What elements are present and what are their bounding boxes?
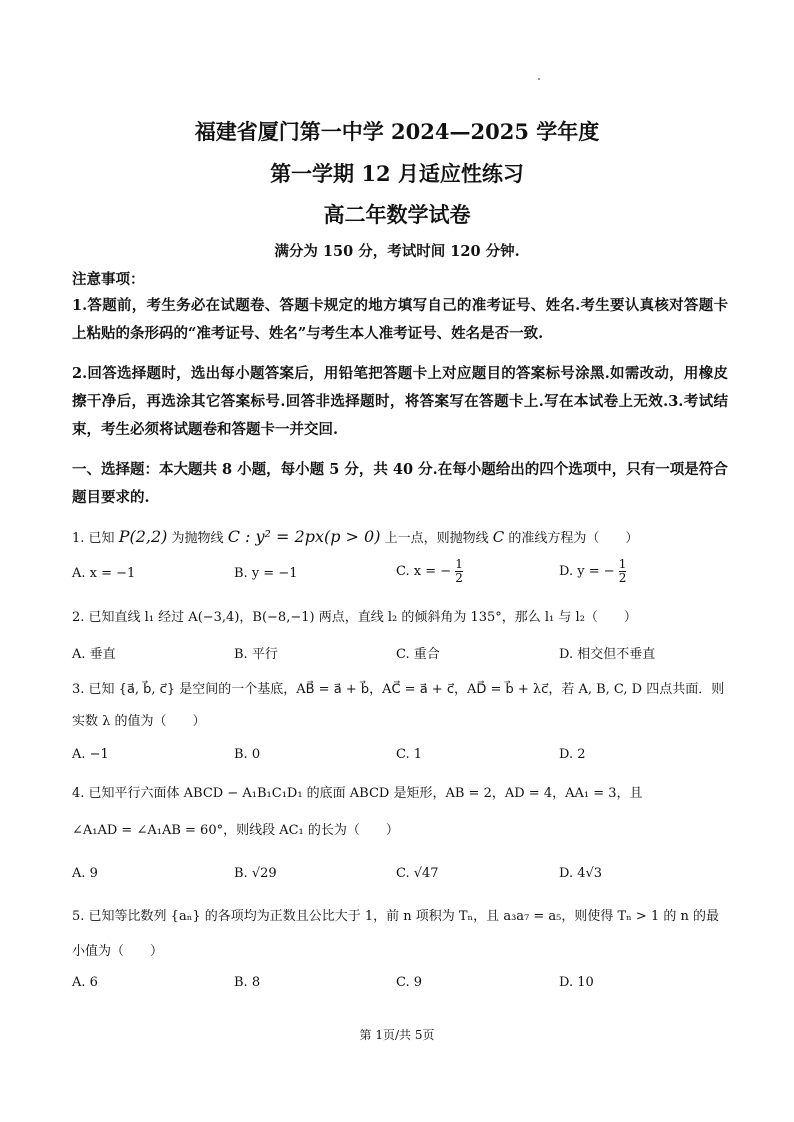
- q3-options: [72, 747, 732, 771]
- question-5-line-1: 5. 已知等比数列 {aₙ} 的各项均为正数且公比大于 1，前 n 项积为 Tₙ，且 a₃a₇ = a₅，则使得 Tₙ > 1 的 n 的最: [72, 909, 719, 924]
- q5-options: [72, 975, 732, 999]
- q1-option-b[interactable]: B. y = −1: [234, 566, 298, 581]
- q1-mid1: 为抛物线: [171, 531, 224, 546]
- q1-option-d[interactable]: [559, 558, 626, 585]
- question-3-line-1: 3. 已知 {a⃗, b⃗, c⃗} 是空间的一个基底，AB⃗ = a⃗ + b⃗，AC⃗ = a⃗ + c⃗，AD⃗ = b⃗ + λc⃗，若 A, B, C, D 四点共面．则: [72, 682, 725, 697]
- q1-option-d-label: D. y = −: [559, 564, 615, 579]
- question-1: [72, 524, 732, 552]
- q1-pre: 1. 已知: [72, 531, 115, 546]
- question-3-line-2: 实数 λ 的值为（ ）: [72, 714, 206, 729]
- q1-option-c-label: C. x = −: [396, 564, 452, 579]
- q1-c-frac-den: 2: [455, 571, 463, 585]
- q1-option-d-fraction: [619, 558, 627, 585]
- page-footer: 第 1页/共 5页: [359, 1028, 435, 1042]
- q1-d-frac-num: 1: [618, 557, 627, 571]
- q1-d-frac-den: 2: [618, 571, 627, 585]
- q5-option-c[interactable]: C. 9: [396, 975, 423, 990]
- q1-post: 的准线方程为（ ）: [508, 531, 639, 546]
- question-2: 2. 已知直线 l₁ 经过 A(−3,4)，B(−8,−1) 两点，直线 l₂ 的倾斜角为 135°，那么 l₁ 与 l₂（ ）: [72, 610, 637, 625]
- q4-option-a[interactable]: A. 9: [72, 866, 98, 881]
- scan-speck: [538, 78, 540, 80]
- q1-option-c-fraction: [455, 558, 463, 585]
- exam-title-subject: 高二年数学试卷: [323, 202, 471, 227]
- notice-item-2: 2.回答选择题时，选出每小题答案后，用铅笔把答题卡上对应题目的答案标号涂黑.如需改动，用橡皮擦干净后，再选涂其它答案标号.回答非选择题时，将答案写在答题卡上.写在本试卷上无效.3.考试结束，考生必须将试题卷和答题卡一并交回.: [72, 365, 728, 438]
- q4-option-b[interactable]: B. √29: [234, 866, 277, 881]
- q2-option-d[interactable]: D. 相交但不垂直: [559, 647, 656, 662]
- notice-heading: 注意事项：: [72, 271, 145, 288]
- q3-option-c[interactable]: C. 1: [396, 747, 423, 762]
- q1-point: P(2,2): [118, 527, 168, 546]
- q2-option-a[interactable]: A. 垂直: [72, 647, 116, 662]
- q5-option-a[interactable]: A. 6: [72, 975, 98, 990]
- q1-option-a[interactable]: A. x = −1: [72, 566, 136, 581]
- q2-option-b[interactable]: B. 平行: [234, 647, 278, 662]
- q2-option-c[interactable]: C. 重合: [396, 647, 440, 662]
- notice-item-1: 1.答题前，考生务必在试题卷、答题卡规定的地方填写自己的准考证号、姓名.考生要认真核对答题卡上粘贴的条形码的“准考证号、姓名”与考生本人准考证号、姓名是否一致.: [72, 297, 728, 342]
- question-5-line-2: 小值为（ ）: [72, 944, 164, 959]
- q2-options: [72, 643, 732, 667]
- q3-option-a[interactable]: A. −1: [72, 747, 109, 762]
- exam-title-term: 第一学期 12 月适应性练习: [270, 161, 524, 186]
- q5-option-b[interactable]: B. 8: [234, 975, 261, 990]
- q1-options: [72, 557, 732, 590]
- section-heading: 一、选择题：本大题共 8 小题，每小题 5 分，共 40 分.在每小题给出的四个选项中，只有一项是符合题目要求的.: [72, 461, 728, 506]
- q4-option-d[interactable]: D. 4√3: [559, 866, 603, 881]
- q3-option-b[interactable]: B. 0: [234, 747, 261, 762]
- q1-curve-letter: C: [492, 528, 505, 546]
- q1-option-c[interactable]: [396, 558, 463, 585]
- q4-option-c[interactable]: C. √47: [396, 866, 439, 881]
- q3-option-d[interactable]: D. 2: [559, 747, 586, 762]
- q1-mid2: 上一点，则抛物线: [384, 531, 489, 546]
- exam-meta: 满分为 150 分，考试时间 120 分钟.: [274, 243, 520, 260]
- q5-option-d[interactable]: D. 10: [559, 975, 594, 990]
- exam-title-school: 福建省厦门第一中学 2024—2025 学年度: [194, 119, 600, 144]
- question-4-line-1: 4. 已知平行六面体 ABCD − A₁B₁C₁D₁ 的底面 ABCD 是矩形，AB = 2，AD = 4，AA₁ = 3，且: [72, 786, 643, 801]
- q1-curve: C : y² = 2px(p > 0): [227, 527, 381, 546]
- q1-c-frac-num: 1: [455, 557, 463, 571]
- q4-options: [72, 866, 732, 890]
- question-4-line-2: ∠A₁AD = ∠A₁AB = 60°，则线段 AC₁ 的长为（ ）: [72, 823, 399, 838]
